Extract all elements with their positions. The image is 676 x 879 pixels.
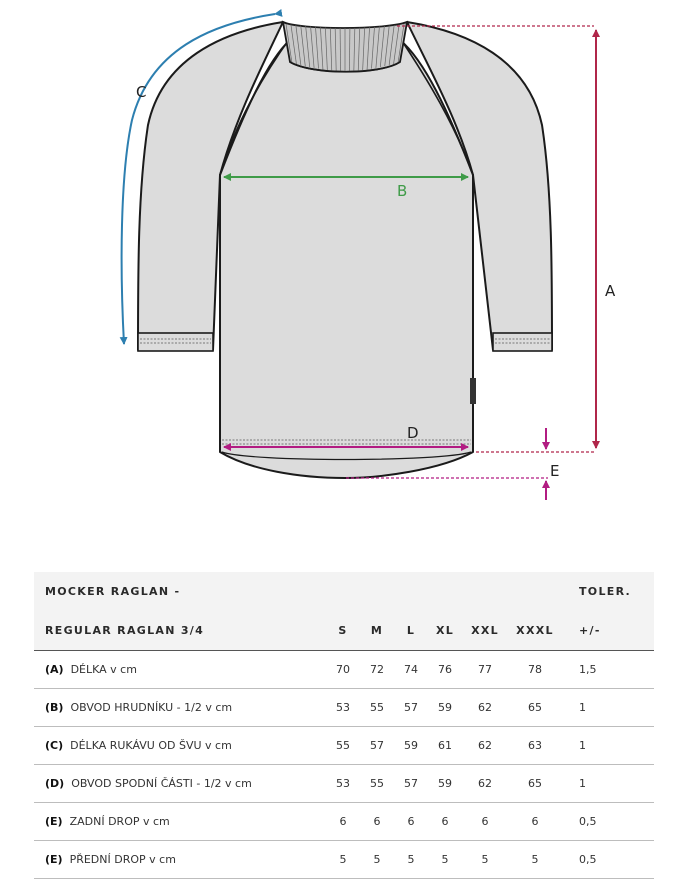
size-header: L	[406, 623, 416, 637]
size-value: 72	[360, 651, 394, 689]
row-label-cell	[34, 651, 326, 689]
row-label: OBVOD SPODNÍ ČÁSTI - 1/2 v cm	[71, 777, 252, 790]
measurement-d-label: D	[407, 424, 419, 442]
size-value: 55	[360, 765, 394, 803]
body-panel	[220, 40, 473, 478]
size-value: 5	[508, 841, 562, 879]
size-header: M	[370, 623, 384, 637]
tolerance-header-line2: +/-	[579, 623, 601, 637]
size-value: 57	[360, 727, 394, 765]
row-label: ZADNÍ DROP v cm	[69, 815, 170, 828]
measurement-e-label: E	[550, 462, 560, 480]
tolerance-header-line1: TOLER.	[579, 584, 632, 598]
table-row	[34, 689, 654, 727]
table-row	[34, 651, 654, 689]
row-label: DÉLKA RUKÁVU OD ŠVU v cm	[70, 739, 232, 752]
table-row	[34, 727, 654, 765]
measurement-b-label: B	[397, 182, 408, 200]
size-value: 5	[326, 841, 360, 879]
size-value: 59	[428, 765, 462, 803]
size-value: 61	[428, 727, 462, 765]
size-table-body	[34, 651, 654, 879]
size-value: 78	[508, 651, 562, 689]
tolerance-value: 0,5	[562, 841, 654, 879]
size-value: 74	[394, 651, 428, 689]
row-code: (E)	[45, 853, 63, 866]
size-value: 6	[428, 803, 462, 841]
measurement-a-label: A	[605, 282, 616, 300]
tolerance-value: 1	[562, 689, 654, 727]
row-label: PŘEDNÍ DROP v cm	[69, 853, 176, 866]
size-value: 63	[508, 727, 562, 765]
size-value: 5	[394, 841, 428, 879]
tolerance-value: 1	[562, 765, 654, 803]
size-table	[34, 572, 654, 879]
size-value: 53	[326, 689, 360, 727]
size-value: 6	[508, 803, 562, 841]
size-table-header	[34, 572, 654, 651]
size-value: 6	[326, 803, 360, 841]
table-row	[34, 841, 654, 879]
size-value: 6	[462, 803, 508, 841]
left-cuff	[138, 333, 213, 351]
tolerance-value: 0,5	[562, 803, 654, 841]
size-value: 59	[428, 689, 462, 727]
row-code: (B)	[45, 701, 64, 714]
row-code: (D)	[45, 777, 65, 790]
row-label-cell	[34, 765, 326, 803]
size-value: 62	[462, 689, 508, 727]
size-value: 57	[394, 689, 428, 727]
size-value: 5	[360, 841, 394, 879]
size-value: 57	[394, 765, 428, 803]
size-value: 77	[462, 651, 508, 689]
size-value: 62	[462, 727, 508, 765]
size-header: XXXL	[516, 623, 554, 637]
row-label-cell	[34, 727, 326, 765]
right-cuff	[493, 333, 552, 351]
row-label-cell	[34, 803, 326, 841]
size-value: 59	[394, 727, 428, 765]
table-title-line1: MOCKER RAGLAN -	[45, 584, 181, 598]
row-label: OBVOD HRUDNÍKU - 1/2 v cm	[70, 701, 233, 714]
row-code: (C)	[45, 739, 64, 752]
size-value: 62	[462, 765, 508, 803]
table-row	[34, 765, 654, 803]
table-row	[34, 803, 654, 841]
row-label-cell	[34, 841, 326, 879]
row-code: (E)	[45, 815, 63, 828]
size-value: 76	[428, 651, 462, 689]
size-value: 5	[462, 841, 508, 879]
size-value: 70	[326, 651, 360, 689]
size-value: 55	[360, 689, 394, 727]
size-value: 65	[508, 689, 562, 727]
size-value: 5	[428, 841, 462, 879]
side-tag	[470, 378, 476, 404]
size-value: 53	[326, 765, 360, 803]
size-value: 6	[394, 803, 428, 841]
table-title-line2: REGULAR RAGLAN 3/4	[45, 623, 205, 637]
measurement-c-label: C	[136, 83, 147, 101]
garment-silhouette	[138, 22, 552, 478]
size-value: 6	[360, 803, 394, 841]
size-value: 65	[508, 765, 562, 803]
row-label-cell	[34, 689, 326, 727]
size-value: 55	[326, 727, 360, 765]
size-header: S	[338, 623, 348, 637]
row-code: (A)	[45, 663, 64, 676]
tolerance-value: 1,5	[562, 651, 654, 689]
size-header: XL	[435, 623, 455, 637]
row-label: DÉLKA v cm	[70, 663, 137, 676]
size-header: XXL	[471, 623, 499, 637]
tolerance-value: 1	[562, 727, 654, 765]
